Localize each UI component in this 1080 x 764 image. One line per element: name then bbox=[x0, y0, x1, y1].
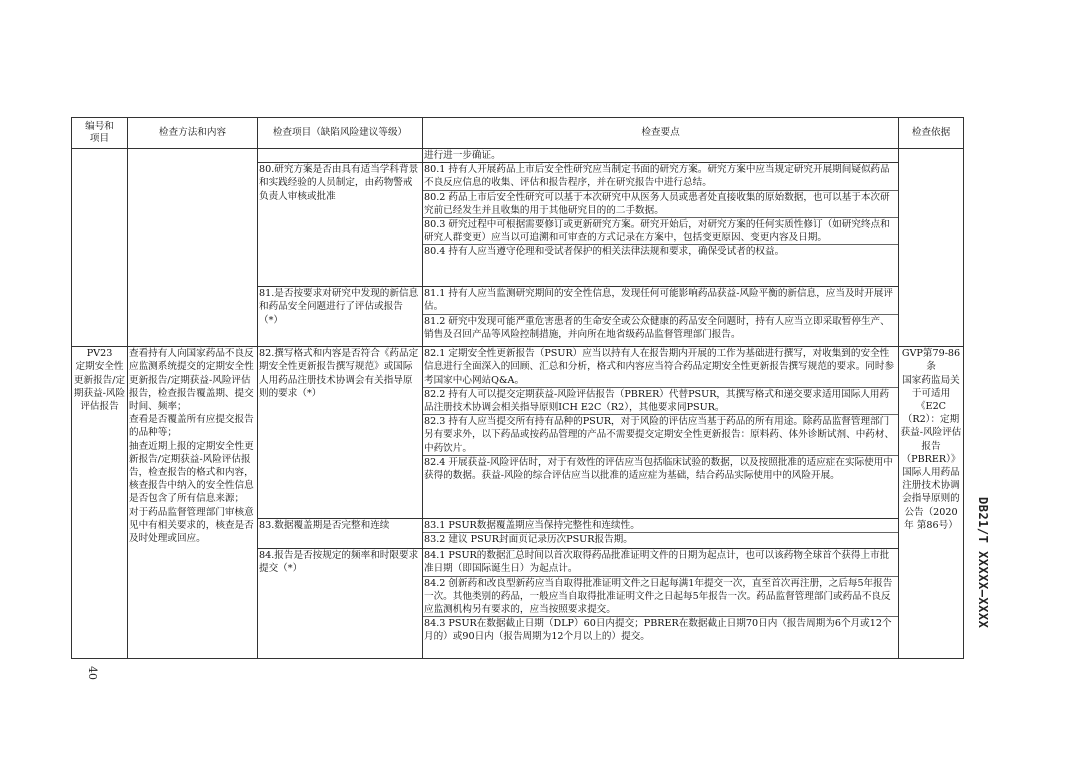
item-83-label: 83.数据覆盖期是否完整和连续 bbox=[258, 519, 423, 549]
page-number: 40 bbox=[86, 666, 99, 680]
point-82-1: 82.1 定期安全性更新报告（PSUR）应当以持有人在报告期内开展的工作为基础进行撰写，对收集到的安全性信息进行全面深入的回顾、汇总和分析，格式和内容应当符合药品定期安全性更新报告撰写规范的要求。同时参考国家中心网站Q&A。 bbox=[423, 347, 898, 388]
item-81-points bbox=[423, 287, 899, 347]
item-81-label: 81.是否按要求对研究中发现的新信息和药品安全问题进行了评估或报告（*） bbox=[258, 287, 423, 347]
continuation-point: 进行进一步确证。 bbox=[423, 149, 899, 163]
point-84-3: 84.3 PSUR在数据截止日期（DLP）60日内提交；PBRER在数据截止日期70日内（报告周期为6个月或12个月的）或90日内（报告周期为12个月以上的）提交。 bbox=[424, 618, 892, 643]
point-83-2: 83.2 建议 PSUR封面页记录历次PSUR报告期。 bbox=[424, 534, 633, 546]
item-84-points bbox=[423, 549, 899, 659]
point-82-3: 82.3 持有人应当提交所有持有品种的PSUR，对于风险的评估应当基于药品的所有用途。除药品监督管理部门另有要求外，以下药品或按药品管理的产品不需要提交定期安全性更新报告：原料药、体外诊断试剂、中药材、中药饮片。 bbox=[423, 415, 898, 456]
point-81-2: 81.2 研究中发现可能严重危害患者的生命安全或公众健康的药品安全问题时，持有人应当立即采取暂停生产、销售及召回产品等风险控制措施，并向所在地省级药品监督管理部门报告。 bbox=[424, 315, 890, 340]
method-cell-empty bbox=[128, 149, 258, 347]
item-cell-empty bbox=[258, 149, 423, 163]
point-80-4: 80.4 持有人应当遵守伦理和受试者保护的相关法律法规和要求，确保受试者的权益。 bbox=[424, 246, 785, 258]
point-84-2: 84.2 创新药和改良型新药应当自取得批准证明文件之日起每满1年提交一次，直至首次再注册，之后每5年报告一次。其他类别的药品，一般应当自取得批准证明文件之日起每5年报告一次。药品监督管理部门或药品不良反应监测机构另有要求的，应当按照要求提交。 bbox=[423, 577, 898, 618]
table-row bbox=[72, 347, 964, 519]
header-number: 编号和 项目 bbox=[72, 118, 128, 149]
item-80-points bbox=[423, 163, 899, 287]
item-80-label: 80.研究方案是否由具有适当学科背景和实践经验的人员制定，由药物警戒负责人审核或批准 bbox=[258, 163, 423, 287]
point-81-1: 81.1 持有人应当监测研究期间的安全性信息，发现任何可能影响药品获益-风险平衡的新信息，应当及时开展评估。 bbox=[423, 287, 898, 314]
table-header-row bbox=[72, 118, 964, 149]
point-82-4: 82.4 开展获益-风险评估时，对于有效性的评估应当包括临床试验的数据，以及按照批准的适应症在实际使用中获得的数据。获益-风险的综合评估应当以批准的适应症为基础，结合药品实际使用中的风险开展。 bbox=[424, 456, 893, 482]
header-basis: 检查依据 bbox=[899, 118, 964, 149]
pv23-basis: GVP第79-86条 国家药监局关于可适用《E2C（R2）：定期获益-风险评估报告（PBRER）》国际人用药品注册技术协调会指导原则的公告（2020年 第86号） bbox=[899, 347, 964, 659]
item-82-points bbox=[423, 347, 899, 519]
point-80-1: 80.1 持有人开展药品上市后安全性研究应当制定书面的研究方案。研究方案中应当规定研究开展期间疑似药品不良反应信息的收集、评估和报告程序，并在研究报告中进行总结。 bbox=[423, 163, 898, 190]
point-84-1: 84.1 PSUR的数据汇总时间以首次取得药品批准证明文件的日期为起点计，也可以该药物全球首个获得上市批准日期（即国际诞生日）为起点计。 bbox=[423, 549, 898, 576]
point-82-2: 82.2 持有人可以提交定期获益-风险评估报告（PBRER）代替PSUR，其撰写格式和递交要求适用国际人用药品注册技术协调会相关指导原则ICH E2C（R2），其他要求同PSUR。 bbox=[423, 388, 898, 415]
standard-code: DB21/T XXXXX—XXXX bbox=[976, 497, 990, 629]
header-item: 检查项目（缺陷风险建议等级） bbox=[258, 118, 423, 149]
point-83-1: 83.1 PSUR数据覆盖期应当保持完整性和连续性。 bbox=[423, 519, 898, 533]
basis-cell-empty bbox=[899, 149, 964, 347]
pv23-method: 查看持有人向国家药品不良反应监测系统提交的定期安全性更新报告/定期获益-风险评估报告，检查报告覆盖期、提交时间、频率； 查看是否覆盖所有应提交报告的品种等； 抽查近期上报的定期安全性更新报告/定期获益-风险评估报告，检查报告的格式和内容，核查报告中纳入的安全性信息是否包含了所有信息来源； 对于药品监督管理部门审核意见中有相关要求的，核查是否及时处理或回应。 bbox=[128, 347, 258, 659]
inspection-table bbox=[71, 117, 964, 659]
item-84-label: 84.报告是否按规定的频率和时限要求提交（*） bbox=[258, 549, 423, 659]
item-82-label: 82.撰写格式和内容是否符合《药品定期安全性更新报告撰写规范》或国际人用药品注册技术协调会有关指导原则的要求（*） bbox=[258, 347, 423, 519]
number-cell-empty bbox=[72, 149, 128, 347]
point-80-3: 80.3 研究过程中可根据需要修订或更新研究方案。研究开始后，对研究方案的任何实质性修订（如研究终点和研究人群变更）应当以可追溯和可审查的方式记录在方案中，包括变更原因、变更内容及日期。 bbox=[423, 218, 898, 245]
header-method: 检查方法和内容 bbox=[128, 118, 258, 149]
table-row bbox=[72, 149, 964, 163]
header-points: 检查要点 bbox=[423, 118, 899, 149]
pv23-number: PV23 定期安全性更新报告/定期获益-风险评估报告 bbox=[72, 347, 128, 659]
item-83-points bbox=[423, 519, 899, 549]
point-80-2: 80.2 药品上市后安全性研究可以基于本次研究中从医务人员或患者处直接收集的原始数据，也可以基于本次研究前已经发生并且收集的用于其他研究目的的二手数据。 bbox=[423, 191, 898, 218]
